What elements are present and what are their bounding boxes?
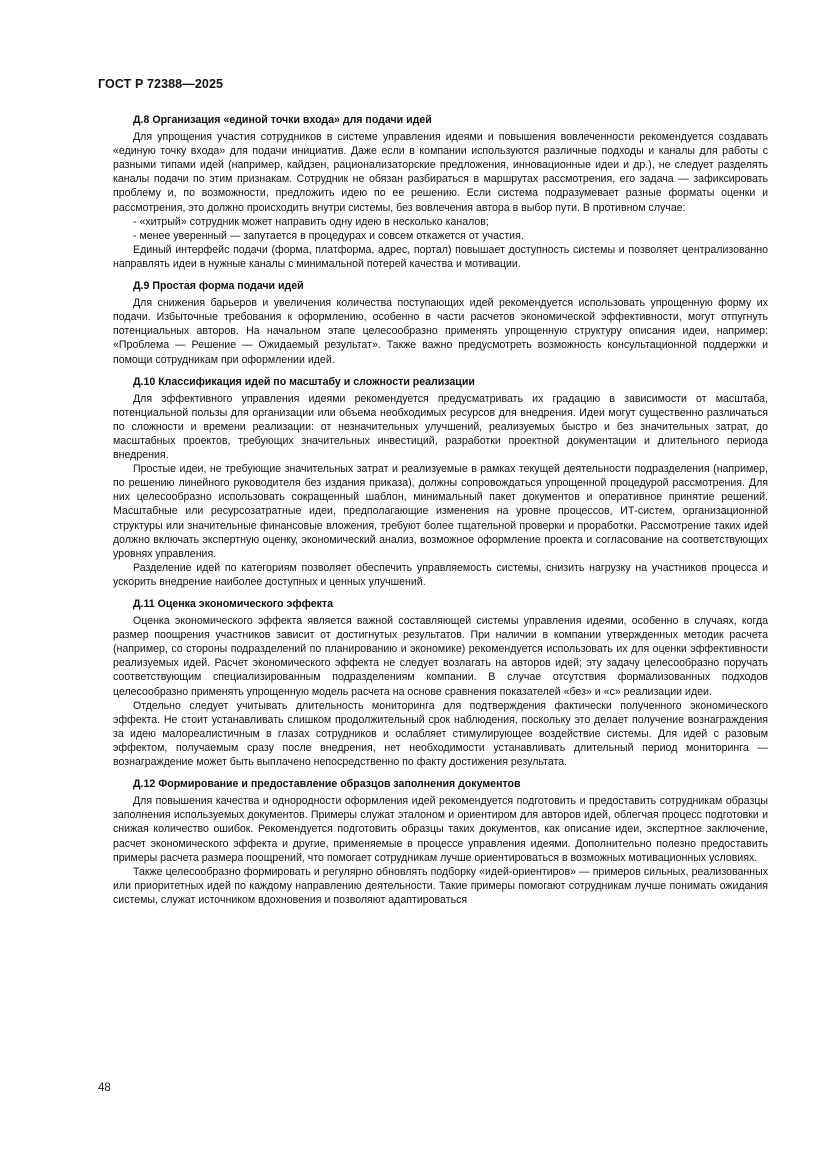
paragraph: Для упрощения участия сотрудников в системе управления идеями и повышения вовлеченности рекомендуется создавать «единую точку входа» для подачи инициатив. Даже если в компании используются различные подходы и каналы для работы с разными типами идей (например, кайдзен, рационализаторские предложения, инновационные идеи и др.), не следует разделять каналы подачи по этим признакам. Сотрудник не обязан разбираться в маршрутах рассмотрения, его задача — зафиксировать проблему и, по возможности, предложить идею по ее решению. Если система подразумевает разные форматы оценки и рассмотрения, это должно происходить внутри системы, без вовлечения автора в выбор пути. В противном случае:	[113, 131, 768, 214]
document-body	[113, 113, 768, 915]
paragraph: Для эффективного управления идеями рекомендуется предусматривать их градацию в зависимости от масштаба, потенциальной пользы для организации или объема необходимых ресурсов для внедрения. Идеи могут существенно различаться по сложности и времени реализации: от незначительных улучшений, реализуемых быстро и без значительных затрат, до масштабных проектов, требующих значительных инвестиций, разработки проектной документации и длительного периода внедрения.	[113, 392, 768, 462]
section-d11	[113, 597, 768, 769]
section-heading: Д.10 Классификация идей по масштабу и сложности реализации	[133, 375, 475, 388]
list-item: - менее уверенный — запутается в процедурах и совсем откажется от участия.	[133, 229, 524, 242]
section-heading: Д.8 Организация «единой точки входа» для подачи идей	[133, 114, 432, 126]
standard-header: ГОСТ Р 72388—2025	[98, 77, 224, 91]
section-heading: Д.11 Оценка экономического эффекта	[133, 598, 334, 610]
paragraph: Отдельно следует учитывать длительность мониторинга для подтверждения фактически полученного экономического эффекта. Не стоит устанавливать слишком продолжительный срок наблюдения, поскольку это делает получение вознаграждения за идею малореалистичным в глазах сотрудников и ослабляет стимулирующее воздействие системы. Для идей с разовым эффектом, получаемым сразу после внедрения, нет необходимости устанавливать длительный период мониторинга — вознаграждение может быть выплачено непосредственно по факту достижения результата.	[113, 699, 768, 769]
page-number: 48	[98, 1082, 111, 1094]
section-d8	[113, 113, 768, 271]
section-d10	[113, 375, 768, 589]
paragraph: Оценка экономического эффекта является важной составляющей системы управления идеями, особенно в случаях, когда размер поощрения участников зависит от достигнутых результатов. При наличии в компании утвержденных методик расчета (например, со стороны подразделений по планированию и экономике) рекомендуется использовать их для оценки эффективности реализуемых идей. Расчет экономического эффекта не следует возлагать на авторов идей; эту задачу целесообразно поручать соответствующим специализированным подразделениям компании. В случае отсутствия формализованных подходов целесообразно применять упрощенную модель расчета на основе сравнения показателей «без» и «с» реализации идеи.	[113, 615, 768, 698]
paragraph: Простые идеи, не требующие значительных затрат и реализуемые в рамках текущей деятельности подразделения (например, по решению линейного руководителя без издания приказа), должны сопровождаться упрощенной процедурой рассмотрения. Для них целесообразно использовать сокращенный шаблон, минимальный пакет документов и оперативное принятие решений. Масштабные или ресурсозатратные идеи, предполагающие изменения на уровне процессов, ИТ-систем, организационной структуры или значительные финансовые вложения, требуют более тщательной проверки и проработки. Рассмотрение таких идей должно включать экспертную оценку, экономический анализ, возможное оформление проекта и согласование на соответствующих уровнях управления.	[113, 463, 768, 560]
paragraph: Единый интерфейс подачи (форма, платформа, адрес, портал) повышает доступность системы и позволяет централизованно направлять идеи в нужные каналы с минимальной потерей качества и мотивации.	[113, 243, 768, 270]
section-d9	[113, 279, 768, 367]
paragraph: Также целесообразно формировать и регулярно обновлять подборку «идей-ориентиров» — примеров сильных, реализованных или приоритетных идей по каждому направлению деятельности. Такие примеры помогают сотрудникам лучше понимать ожидания системы, служат источником вдохновения и позволяют адаптироваться	[113, 865, 768, 906]
section-d12	[113, 777, 768, 907]
section-heading: Д.9 Простая форма подачи идей	[133, 280, 304, 293]
paragraph: Для повышения качества и однородности оформления идей рекомендуется подготовить и предоставить сотрудникам образцы заполнения используемых документов. Примеры служат эталоном и ориентиром для авторов идей, облегчая процесс подготовки и снижая количество ошибок. Рекомендуется подготовить образцы таких документов, как описание идеи, экспертное заключение, расчет экономического эффекта и другие, применяемые в процессе управления идеями. Дополнительно полезно предоставить примеры расчета размера поощрений, что помогает сотрудникам лучше ориентироваться в возможных мотивационных условиях.	[113, 795, 768, 864]
paragraph: Для снижения барьеров и увеличения количества поступающих идей рекомендуется использовать упрощенную форму их подачи. Избыточные требования к оформлению, особенно в части расчетов экономической эффективности, могут отпугнуть потенциальных авторов. На начальном этапе целесообразно применять упрощенную структуру описания идеи, например: «Проблема — Решение — Ожидаемый результат». Также важно предусмотреть возможность консультационной поддержки и помощи сотрудникам при оформлении идей.	[113, 297, 768, 366]
list-item: - «хитрый» сотрудник может направить одну идею в несколько каналов;	[133, 215, 489, 228]
paragraph: Разделение идей по категориям позволяет обеспечить управляемость системы, снизить нагрузку на участников процесса и ускорить внедрение наиболее доступных и ценных улучшений.	[113, 561, 768, 588]
section-heading: Д.12 Формирование и предоставление образцов заполнения документов	[133, 778, 521, 791]
